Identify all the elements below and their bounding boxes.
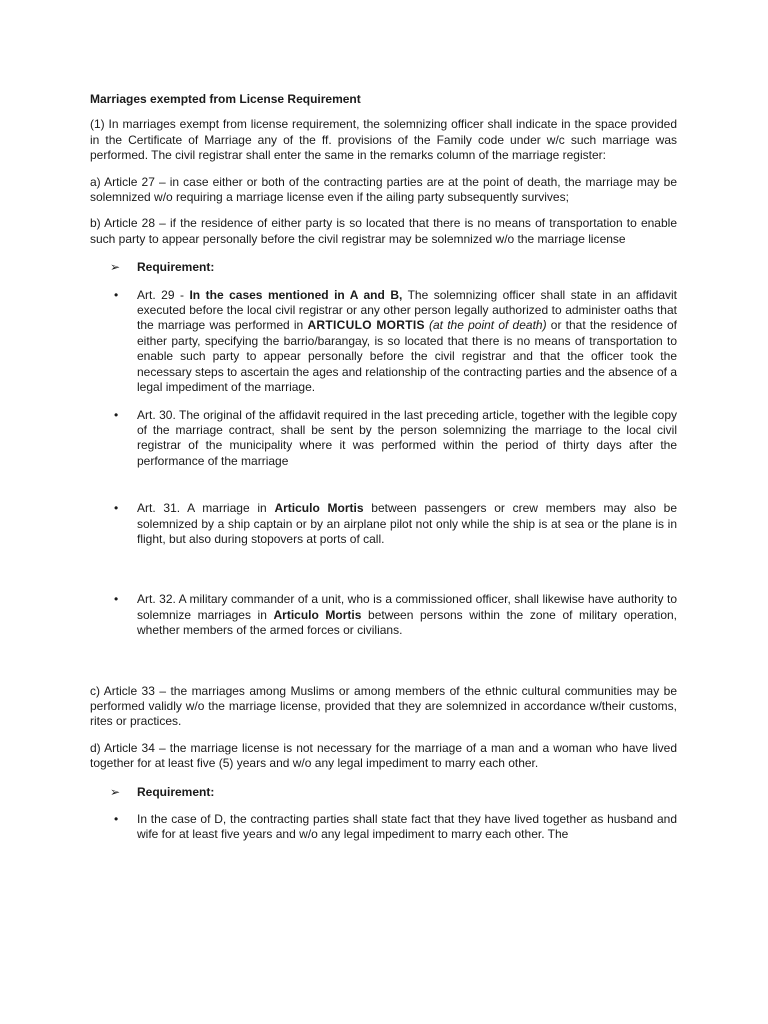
document-title: Marriages exempted from License Requirement [90, 92, 361, 106]
art29-italic-text: (at the point of death) [424, 318, 547, 333]
requirement-label-2: Requirement: [137, 784, 215, 799]
bullet-dot-icon: • [114, 812, 119, 826]
article-28-paragraph: b) Article 28 – if the residence of either party is so located that there is no means of transportation to enable such party to appear personally before the civil registrar may be solemnized w/o the marriage license [90, 216, 677, 246]
document-body [90, 92, 677, 843]
art31-articulo-mortis: Articulo Mortis [274, 501, 364, 516]
art32-text-2: between persons within the zone of military operation, whether members of the armed forces or civilians. [137, 607, 678, 638]
bullet-dot-icon: • [114, 501, 119, 516]
intro-paragraph: (1) In marriages exempt from license requirement, the solemnizing officer shall indicate in the space provided in the Certificate of Marriage any of the ff. provisions of the Family code under w/c such marriage was performed. The civil registrar shall enter the same in the remarks column of the marriage register: [90, 117, 677, 163]
art32-text-1: Art. 32. A military commander of a unit, who is a commissioned officer, shall likewise have authority to solemnize marriages in [137, 592, 677, 622]
requirement-heading-2 [90, 785, 677, 800]
bullet-dot-icon: • [114, 592, 119, 607]
requirement-heading [90, 260, 677, 275]
art29-prefix: Art. 29 - [137, 287, 190, 302]
art32-articulo-mortis: Articulo Mortis [273, 607, 362, 622]
arrow-bullet-icon: ➢ [110, 260, 121, 275]
art31-text-1: Art. 31. A marriage in [137, 501, 275, 516]
art30-text: Art. 30. The original of the affidavit required in the last preceding article, together with the legible copy of the marriage contract, shall be sent by the person solemnizing the marriage to the local civil registrar of the municipality where it was performed within the period of thirty days after the performance of the marriage [137, 407, 677, 468]
art29-articulo-mortis: ARTICULO MORTIS [307, 318, 425, 333]
article-30-item [90, 408, 677, 470]
case-d-text: In the case of D, the contracting parties shall state fact that they have lived together as husband and wife for at least five years and w/o any legal impediment to marry each other. The [137, 812, 677, 842]
bullet-dot-icon: • [114, 407, 119, 422]
art29-text-1: The solemnizing officer shall state in an affidavit executed before the local civil registrar or any other person legally authorized to administer oaths that the marriage was performed in [137, 287, 678, 333]
art31-text-2: between passengers or crew members may also be solemnized by a ship captain or by an airplane pilot not only while the ship is at sea or the plane is in flight, but also during stopovers at ports of call. [137, 501, 678, 546]
article-27-paragraph: a) Article 27 – in case either or both of the contracting parties are at the point of death, the marriage may be solemnized w/o requiring a marriage license even if the ailing party subsequently survives; [90, 174, 677, 205]
case-d-item [90, 812, 677, 843]
art29-text-2: or that the residence of either party, specifying the barrio/barangay, is so located that there is no means of transportation to enable such party to appear personally before the civil registrar and that the officer took the necessary steps to ascertain the ages and relationship of the contracting parties and the absence of a legal impediment of the marriage. [137, 318, 678, 395]
article-31-item [90, 501, 677, 547]
art29-bold-text: In the cases mentioned in A and B, [189, 287, 403, 302]
arrow-bullet-icon: ➢ [110, 784, 121, 799]
article-32-item [90, 592, 677, 638]
article-34-paragraph: d) Article 34 – the marriage license is not necessary for the marriage of a man and a woman who have lived together for at least five (5) years and w/o any legal impediment to marry each other. [90, 740, 677, 771]
article-29-item [90, 288, 677, 396]
bullet-dot-icon: • [114, 287, 119, 302]
requirement-label: Requirement: [137, 260, 215, 275]
article-33-paragraph: c) Article 33 – the marriages among Muslims or among members of the ethnic cultural communities may be performed validly w/o the marriage license, provided that they are solemnized in accordance w/their customs, rites or practices. [90, 683, 677, 729]
